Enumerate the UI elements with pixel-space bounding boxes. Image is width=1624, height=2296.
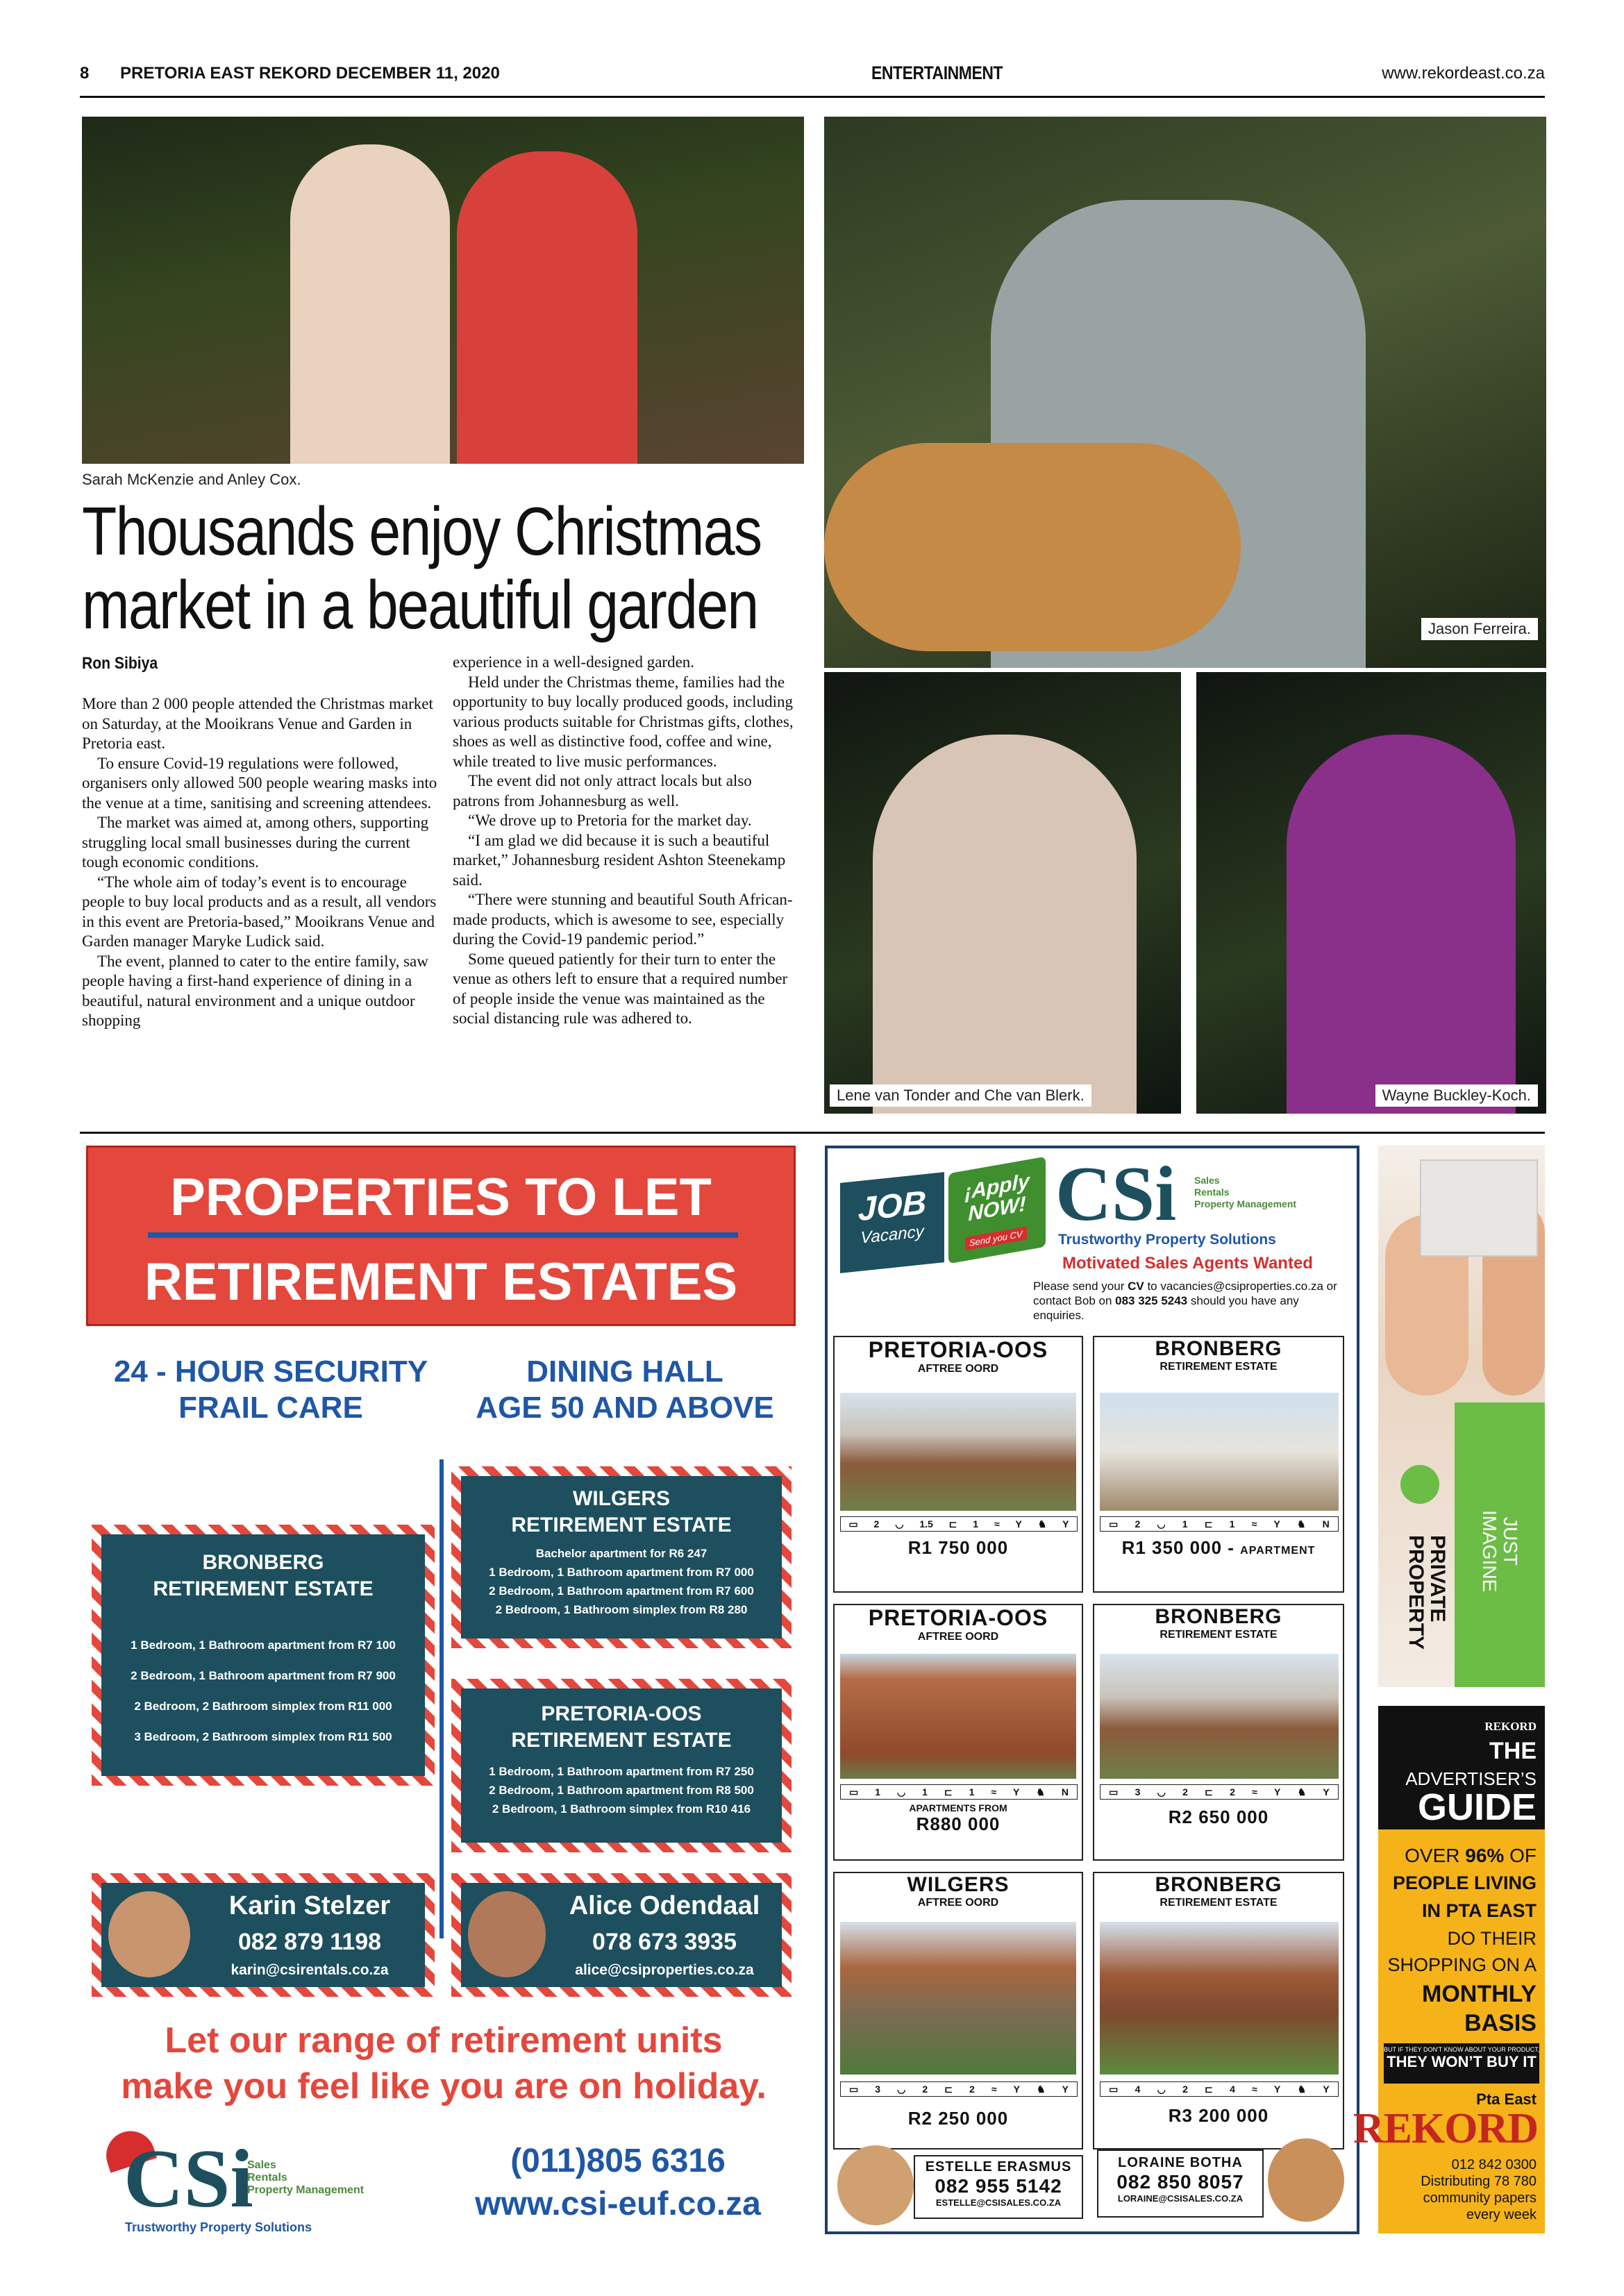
rekord-monthly: MONTHLY xyxy=(1422,1981,1537,2007)
pretoria-oos-line: 2 Bedroom, 1 Bathroom apartment from R8 500 xyxy=(489,1784,754,1797)
car-icon: ⊏ xyxy=(1205,2083,1213,2095)
website: www.rekordeast.co.za xyxy=(1382,64,1545,83)
bath-icon: ◡ xyxy=(1157,2083,1166,2095)
baths: 1 xyxy=(1182,1518,1188,1530)
logo-sub-line: Rentals xyxy=(1194,1187,1230,1198)
garages: 4 xyxy=(1230,2084,1235,2095)
listing-photo xyxy=(840,1654,1076,1779)
loraine-email[interactable]: LORAINE@CSISALES.CO.ZA xyxy=(1117,2193,1244,2204)
listing-pretoria-oos-2[interactable] xyxy=(833,1604,1083,1861)
rekord-advertisers: ADVERTISER’S xyxy=(1405,1768,1537,1789)
listing-icons xyxy=(840,1516,1078,1532)
rekord-people: PEOPLE LIVING xyxy=(1392,1872,1537,1893)
photo-jason xyxy=(824,117,1546,668)
rekord-pta-east: Pta East xyxy=(1476,2090,1537,2108)
alice-phone: 078 673 3935 xyxy=(592,1929,737,1955)
karin-name: Karin Stelzer xyxy=(228,1891,391,1920)
pool-icon: ≈ xyxy=(994,1518,1000,1530)
pool-icon: ≈ xyxy=(1252,2084,1257,2095)
apply-now-badge xyxy=(948,1157,1046,1264)
baths: 1.5 xyxy=(919,1518,933,1530)
bronberg-title-2: RETIREMENT ESTATE xyxy=(153,1577,374,1600)
csi-tagline xyxy=(86,2018,801,2109)
garages: 2 xyxy=(969,2084,975,2095)
wilgers-line: 2 Bedroom, 1 Bathroom apartment from R7 600 xyxy=(489,1584,754,1598)
pp-slogan-2: IMAGINE xyxy=(1479,1510,1500,1593)
listing-price-value: R1 350 000 - xyxy=(1121,1537,1241,1558)
bath-icon: ◡ xyxy=(896,1786,906,1798)
logo-sub-line: Property Management xyxy=(1194,1198,1297,1209)
baths: 2 xyxy=(922,2084,928,2095)
wilgers-line: 2 Bedroom, 1 Bathroom simplex from R8 280 xyxy=(495,1603,748,1616)
pet-icon: ♞ xyxy=(1296,1518,1306,1530)
listing-wilgers[interactable] xyxy=(833,1872,1083,2150)
avatar-alice xyxy=(468,1891,546,1977)
csi-phone[interactable]: (011)805 6316 xyxy=(510,2143,726,2179)
pets: Y xyxy=(1323,1786,1330,1798)
estelle-name: ESTELLE ERASMUS xyxy=(925,2159,1072,2175)
send-cv-text: Send you CV xyxy=(965,1226,1027,1250)
col2-para: experience in a well-designed garden. xyxy=(453,653,695,671)
garages: 1 xyxy=(969,1786,975,1798)
loraine-name: LORAINE BOTHA xyxy=(1118,2155,1243,2170)
feature-security xyxy=(90,1354,451,1426)
pool-icon: ≈ xyxy=(991,2084,997,2095)
caption-photo1: Sarah McKenzie and Anley Cox. xyxy=(82,471,301,488)
csi-logo-tag-left: Trustworthy Property Solutions xyxy=(125,2220,312,2234)
listing-price-note: APARTMENTS FROM xyxy=(909,1802,1007,1813)
job-vacancy-badge xyxy=(840,1172,944,1273)
article-column-2 xyxy=(453,653,800,1029)
percent-text: 96% xyxy=(1465,1845,1505,1866)
listing-sub: AFTREE OORD xyxy=(917,1363,999,1375)
listing-price-note: APARTMENT xyxy=(1240,1545,1316,1557)
bed-icon: ▭ xyxy=(1109,2083,1119,2095)
banner-line2: RETIREMENT ESTATES xyxy=(144,1252,738,1312)
publication-line: PRETORIA EAST REKORD DECEMBER 11, 2020 xyxy=(120,64,500,83)
csi-logo-text-right: CSi xyxy=(1055,1151,1177,1237)
col1-para: The market was aimed at, among others, supporting struggling local small businesses during the current tough economic conditions. xyxy=(82,814,429,871)
rekord-black-band xyxy=(1384,2043,1539,2084)
bed-icon: ▭ xyxy=(1109,1518,1119,1530)
bed-icon: ▭ xyxy=(848,1518,858,1530)
agent-card-karin xyxy=(92,1873,435,1997)
estate-card-bronberg xyxy=(92,1525,435,1786)
listing-sub: AFTREE OORD xyxy=(917,1897,999,1909)
pp-brand-1: PRIVATE xyxy=(1426,1535,1449,1623)
listing-icons xyxy=(840,2081,1078,2097)
listing-sub: RETIREMENT ESTATE xyxy=(1160,1897,1278,1909)
pp-green-panel xyxy=(1455,1402,1545,1687)
pretoria-oos-title-1: PRETORIA-OOS xyxy=(541,1702,702,1725)
listing-price: R3 200 000 xyxy=(1168,2105,1269,2126)
bronberg-lines xyxy=(101,1630,425,1752)
listing-price: R880 000 xyxy=(916,1813,1001,1834)
listing-title: BRONBERG xyxy=(1155,1873,1282,1896)
pretoria-oos-line: 1 Bedroom, 1 Bathroom apartment from R7 250 xyxy=(489,1765,754,1778)
car-icon: ⊏ xyxy=(944,2083,953,2095)
pretoria-oos-panel xyxy=(461,1689,782,1843)
listing-price xyxy=(1094,1537,1343,1559)
send-cv-notice xyxy=(1033,1279,1353,1323)
wilgers-panel xyxy=(461,1476,782,1639)
photo-guitar xyxy=(824,443,1241,651)
wilgers-title-2: RETIREMENT ESTATE xyxy=(511,1514,732,1536)
col2-para: Held under the Christmas theme, families had the opportunity to buy locally produced goods, including various products suitable for Christmas gifts, clothes, shoes as well as distinctive food, coffee and wine, while treated to live music performances. xyxy=(453,673,794,770)
bed-icon: ▭ xyxy=(848,1786,859,1798)
rekord-small: REKORD xyxy=(1484,1720,1537,1733)
pet-icon: ♞ xyxy=(1037,2083,1046,2095)
notice-phone: 083 325 5243 xyxy=(1115,1294,1188,1307)
page-header xyxy=(80,64,1545,93)
section-name: ENTERTAINMENT xyxy=(871,62,1003,83)
motivated-heading: Motivated Sales Agents Wanted xyxy=(1062,1254,1313,1273)
wilgers-title xyxy=(461,1476,782,1539)
csi-logo-text-left: CSi xyxy=(124,2132,253,2224)
bath-icon: ◡ xyxy=(895,1518,904,1530)
notice-cv: CV xyxy=(1128,1280,1144,1293)
listing-pretoria-oos-1[interactable] xyxy=(833,1336,1083,1593)
listing-price: R2 250 000 xyxy=(907,2108,1009,2129)
banner-divider xyxy=(148,1232,738,1238)
rekord-wont-buy: THEY WON’T BUY IT xyxy=(1387,2053,1537,2070)
caption-photo4: Wayne Buckley-Koch. xyxy=(1375,1084,1538,1107)
rekord-distributing: Distributing 78 780 xyxy=(1421,2174,1537,2189)
listing-title: WILGERS xyxy=(907,1873,1010,1896)
loraine-phone[interactable]: 082 850 8057 xyxy=(1116,2171,1244,2193)
csi-logo-sub-left xyxy=(247,2159,364,2197)
bronberg-title xyxy=(101,1534,425,1602)
photo-figure-left xyxy=(290,144,450,464)
col1-para: “The whole aim of today’s event is to encourage people to buy local products and as a result, all vendors in this event are Pretoria-based,” Mooikrans Venue and Garden manager Maryke Ludick said. xyxy=(82,873,437,950)
photo-wayne xyxy=(1196,672,1546,1114)
karin-panel xyxy=(101,1883,425,1987)
csi-logo-sub-right xyxy=(1194,1175,1296,1210)
agent-card-alice xyxy=(451,1873,792,1997)
listing-photo xyxy=(840,1922,1076,2075)
photo-figure-pair xyxy=(873,735,1137,1114)
over-text: OVER xyxy=(1405,1845,1466,1866)
pp-slogan-1: JUST xyxy=(1500,1517,1521,1566)
pretoria-oos-title-2: RETIREMENT ESTATE xyxy=(511,1729,732,1752)
bath-icon: ◡ xyxy=(1157,1786,1166,1798)
listing-photo xyxy=(1100,1922,1339,2075)
wilgers-title-1: WILGERS xyxy=(573,1487,670,1510)
car-icon: ⊏ xyxy=(948,1518,957,1530)
apply-text: ¡Apply NOW! xyxy=(964,1169,1030,1226)
rekord-small-print: BUT IF THEY DON'T KNOW ABOUT YOUR PRODUCT, xyxy=(1384,2046,1539,2053)
agent-card-estelle xyxy=(914,2155,1083,2219)
listing-icons xyxy=(1100,1516,1339,1532)
bath-icon: ◡ xyxy=(897,2083,906,2095)
feature-dining xyxy=(458,1354,792,1426)
pp-logo-icon xyxy=(1400,1465,1439,1504)
rekord-shopping: SHOPPING ON A xyxy=(1387,1954,1537,1975)
garages: 1 xyxy=(1229,1518,1235,1530)
feature1-line2: FRAIL CARE xyxy=(178,1391,363,1425)
feature2-line1: DINING HALL xyxy=(526,1355,723,1389)
rekord-guide: GUIDE xyxy=(1417,1786,1537,1828)
ad-vertical-divider xyxy=(440,1459,444,1938)
pool: Y xyxy=(1274,1786,1281,1798)
pet-icon: ♞ xyxy=(1297,1786,1307,1798)
csi-logo-tag-right: Trustworthy Property Solutions xyxy=(1058,1232,1276,1248)
col2-para: Some queued patiently for their turn to enter the venue as others left to ensure that a required number of people inside the venue was maintained as the social distancing rule was adhered to. xyxy=(453,950,788,1027)
pool-icon: ≈ xyxy=(1251,1518,1257,1530)
baths: 1 xyxy=(922,1786,928,1798)
notice-part: to vacancies@csiproperties.co.za or contact Bob on xyxy=(1033,1280,1337,1307)
pool: Y xyxy=(1013,2084,1020,2095)
beds: 2 xyxy=(873,1518,880,1530)
car-icon: ⊏ xyxy=(1204,1518,1213,1530)
bronberg-line: 3 Bedroom, 2 Bathroom simplex from R11 500 xyxy=(134,1730,392,1743)
car-icon: ⊏ xyxy=(1205,1786,1213,1798)
rekord-in-pta: IN PTA EAST xyxy=(1421,1900,1537,1921)
logo-sub-line: Rentals xyxy=(247,2172,287,2184)
baths: 2 xyxy=(1182,1786,1188,1798)
rekord-guide-ad xyxy=(1353,1706,1545,2234)
listing-price: R2 650 000 xyxy=(1168,1807,1269,1827)
pp-brand xyxy=(1405,1535,1448,1660)
pretoria-oos-line: 2 Bedroom, 1 Bathroom simplex from R10 416 xyxy=(492,1802,751,1816)
rekord-every-week: every week xyxy=(1466,2207,1537,2222)
tagline-line1: Let our range of retirement units xyxy=(165,2020,723,2061)
beds: 3 xyxy=(875,2084,881,2095)
car-icon: ⊏ xyxy=(944,1786,953,1798)
photo-figure-man xyxy=(1287,735,1516,1114)
pets: Y xyxy=(1323,2084,1330,2095)
rekord-basis: BASIS xyxy=(1464,2010,1537,2036)
notice-part: should you have any enquiries. xyxy=(1033,1294,1299,1322)
listing-price: R1 750 000 xyxy=(907,1537,1009,1558)
feature1-line1: 24 - HOUR SECURITY xyxy=(113,1355,428,1389)
wilgers-line: 1 Bedroom, 1 Bathroom apartment from R7 000 xyxy=(489,1566,754,1579)
csi-logo-left xyxy=(104,2131,368,2236)
baths: 2 xyxy=(1182,2084,1188,2095)
listing-title: PRETORIA-OOS xyxy=(868,1337,1048,1362)
wilgers-line: Bachelor apartment for R6 247 xyxy=(535,1547,708,1560)
pets: N xyxy=(1322,1518,1330,1530)
listing-title: BRONBERG xyxy=(1155,1337,1282,1360)
listing-sub: RETIREMENT ESTATE xyxy=(1160,1629,1278,1641)
rekord-community: community papers xyxy=(1423,2190,1537,2206)
vacancy-text: Vacancy xyxy=(860,1222,924,1248)
avatar-estelle xyxy=(837,2145,914,2225)
beds: 1 xyxy=(875,1786,880,1798)
alice-panel xyxy=(461,1883,782,1987)
pet-icon: ♞ xyxy=(1297,2083,1307,2095)
listing-bronberg-1[interactable] xyxy=(1093,1336,1344,1593)
pretoria-oos-title xyxy=(461,1689,782,1754)
estate-card-wilgers xyxy=(451,1466,792,1648)
beds: 2 xyxy=(1135,1518,1141,1530)
photo-lene-che xyxy=(824,672,1181,1114)
article-headline xyxy=(82,493,762,643)
col2-para: “I am glad we did because it is such a beautiful market,” Johannesburg resident Ashton Steenekamp said. xyxy=(453,831,786,889)
page-number: 8 xyxy=(80,64,90,83)
listing-title: PRETORIA-OOS xyxy=(868,1605,1048,1630)
col1-para: More than 2 000 people attended the Christmas market on Saturday, at the Mooikrans Venue and Garden in Pretoria east. xyxy=(82,695,433,752)
headline-line2: market in a beautiful garden xyxy=(82,567,758,643)
agent-card-loraine xyxy=(1097,2150,1264,2218)
listing-sub: AFTREE OORD xyxy=(917,1631,999,1643)
col2-para: The event did not only attract locals but also patrons from Johannesburg as well. xyxy=(453,772,752,810)
caption-photo2: Jason Ferreira. xyxy=(1421,618,1538,640)
csi-web[interactable]: www.csi-euf.co.za xyxy=(475,2186,761,2222)
pool: Y xyxy=(1274,2084,1281,2095)
beds: 3 xyxy=(1135,1786,1141,1798)
karin-phone: 082 879 1198 xyxy=(237,1929,382,1955)
photo-sarah-anley xyxy=(82,117,804,464)
col2-para: “There were stunning and beautiful South African-made products, which is awesome to see, especially during the Covid-19 pandemic period.” xyxy=(453,891,793,948)
headline-line1: Thousands enjoy Christmas xyxy=(82,493,762,569)
pet-icon: ♞ xyxy=(1036,1786,1045,1798)
tagline-line2: make you feel like you are on holiday. xyxy=(121,2066,767,2106)
pets: N xyxy=(1061,1786,1069,1798)
col1-para: To ensure Covid-19 regulations were followed, organisers only allowed 500 people wearing masks into the venue at a time, sanitising and screening attendees. xyxy=(82,754,437,812)
house-frame xyxy=(1420,1159,1538,1257)
listing-title: BRONBERG xyxy=(1155,1605,1282,1628)
rekord-over xyxy=(1405,1845,1537,1867)
pet-icon: ♞ xyxy=(1037,1518,1047,1530)
listing-photo xyxy=(1100,1393,1339,1511)
pool: Y xyxy=(1013,1786,1020,1798)
csi-logo-right xyxy=(1055,1151,1347,1248)
banner-line1: PROPERTIES TO LET xyxy=(170,1168,712,1227)
bronberg-line: 1 Bedroom, 1 Bathroom apartment from R7 100 xyxy=(131,1639,396,1652)
bronberg-line: 2 Bedroom, 2 Bathroom simplex from R11 000 xyxy=(134,1700,392,1713)
pool: Y xyxy=(1273,1518,1280,1530)
notice-part: Please send your xyxy=(1033,1280,1128,1293)
listing-bronberg-3[interactable] xyxy=(1093,1872,1344,2150)
logo-sub-line: Sales xyxy=(247,2159,276,2171)
bronberg-panel xyxy=(101,1534,425,1776)
job-text: JOB xyxy=(857,1184,927,1229)
bed-icon: ▭ xyxy=(1109,1786,1119,1798)
listing-icons xyxy=(1100,2081,1339,2097)
wilgers-lines xyxy=(461,1544,782,1619)
header-rule xyxy=(80,96,1545,98)
bronberg-title-1: BRONBERG xyxy=(202,1551,324,1574)
bronberg-line: 2 Bedroom, 1 Bathroom apartment from R7 900 xyxy=(131,1669,396,1682)
of-text: OF xyxy=(1504,1845,1537,1866)
pets: Y xyxy=(1062,2084,1069,2095)
photo-figure-right xyxy=(457,151,637,464)
pp-brand-2: PROPERTY xyxy=(1405,1535,1428,1650)
logo-sub-line: Property Management xyxy=(247,2184,365,2196)
bed-icon: ▭ xyxy=(849,2083,859,2095)
rekord-do-their: DO THEIR xyxy=(1447,1928,1537,1949)
private-property-ad xyxy=(1378,1146,1545,1687)
karin-email[interactable]: karin@csirentals.co.za xyxy=(231,1962,389,1978)
avatar-loraine xyxy=(1268,2138,1344,2222)
col2-para: “We drove up to Pretoria for the market day. xyxy=(468,812,752,829)
article-column-1 xyxy=(82,694,443,1031)
pp-slogan xyxy=(1479,1510,1521,1593)
feature2-line2: AGE 50 AND ABOVE xyxy=(476,1391,774,1425)
garages: 1 xyxy=(973,1518,979,1530)
estate-card-pretoria-oos xyxy=(451,1679,792,1852)
estelle-email[interactable]: ESTELLE@CSISALES.CO.ZA xyxy=(935,2197,1062,2208)
listing-icons xyxy=(1100,1784,1339,1800)
logo-sub-line: Sales xyxy=(1194,1175,1220,1186)
pool-icon: ≈ xyxy=(991,1786,997,1798)
beds: 4 xyxy=(1135,2084,1141,2095)
estelle-phone[interactable]: 082 955 5142 xyxy=(935,2175,1062,2197)
pool: Y xyxy=(1015,1518,1022,1530)
alice-email[interactable]: alice@csiproperties.co.za xyxy=(575,1962,754,1978)
caption-photo3: Lene van Tonder and Che van Blerk. xyxy=(830,1084,1091,1107)
rekord-big-logo: REKORD xyxy=(1353,2105,1538,2152)
listing-sub: RETIREMENT ESTATE xyxy=(1160,1361,1278,1373)
col1-para: The event, planned to cater to the entire family, saw people having a first-hand experience of dining in a beautiful, natural environment and a unique outdoor shopping xyxy=(82,952,428,1029)
pretoria-oos-lines xyxy=(461,1762,782,1818)
section-rule xyxy=(80,1132,1545,1134)
pets: Y xyxy=(1062,1518,1069,1530)
bath-icon: ◡ xyxy=(1157,1518,1166,1530)
byline: Ron Sibiya xyxy=(82,654,158,673)
listing-bronberg-2[interactable] xyxy=(1093,1604,1344,1861)
pool-icon: ≈ xyxy=(1252,1786,1257,1798)
alice-name: Alice Odendaal xyxy=(569,1891,760,1920)
listing-icons xyxy=(840,1784,1078,1800)
listing-photo xyxy=(840,1393,1076,1511)
garages: 2 xyxy=(1230,1786,1235,1798)
listing-photo xyxy=(1100,1654,1339,1779)
avatar-karin xyxy=(108,1891,190,1977)
rekord-the: THE xyxy=(1489,1738,1537,1764)
rekord-phone[interactable]: 012 842 0300 xyxy=(1451,2157,1537,2172)
csi-banner xyxy=(86,1146,796,1326)
